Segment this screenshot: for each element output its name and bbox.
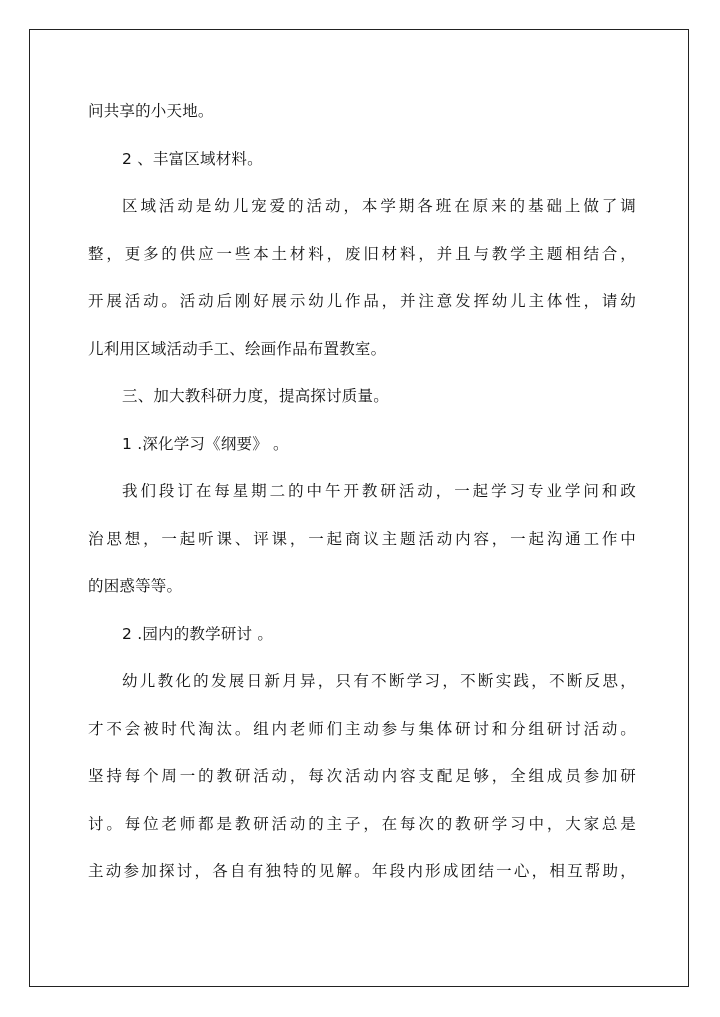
section-heading: 三、加大教科研力度，提高探讨质量。 (122, 387, 389, 405)
document-body (88, 88, 636, 896)
list-item-heading: 1 .深化学习《纲要》 。 (122, 434, 289, 453)
paragraph-line: 才不会被时代淘汰。组内老师们主动参与集体研讨和分组研讨活动。 (88, 719, 636, 738)
paragraph-line: 问共享的小天地。 (88, 102, 214, 120)
paragraph-line: 儿利用区域活动手工、绘画作品布置教室。 (88, 339, 387, 358)
paragraph-line: 讨。每位老师都是教研活动的主子，在每次的教研学习中，大家总是 (88, 814, 636, 833)
paragraph-line: 开展活动。活动后刚好展示幼儿作品，并注意发挥幼儿主体性，请幼 (88, 292, 636, 310)
paragraph-line: 区域活动是幼儿宠爱的活动，本学期各班在原来的基础上做了调 (122, 197, 636, 215)
paragraph-line: 治思想，一起听课、评课，一起商议主题活动内容，一起沟通工作中 (88, 529, 636, 548)
list-item-heading: 2 .园内的教学研讨 。 (122, 624, 274, 643)
list-item-heading: 2 、丰富区域材料。 (122, 149, 263, 168)
paragraph-line: 幼儿教化的发展日新月异，只有不断学习，不断实践，不断反思， (122, 672, 636, 690)
paragraph-line: 整，更多的供应一些本土材料，废旧材料，并且与教学主题相结合， (88, 244, 636, 263)
paragraph-line: 的困惑等等。 (88, 577, 183, 595)
paragraph-line: 主动参加探讨，各自有独特的见解。年段内形成团结一心，相互帮助， (88, 862, 636, 880)
paragraph-line: 坚持每个周一的教研活动，每次活动内容支配足够，全组成员参加研 (88, 767, 636, 785)
paragraph-line: 我们段订在每星期二的中午开教研活动，一起学习专业学问和政 (122, 482, 636, 500)
